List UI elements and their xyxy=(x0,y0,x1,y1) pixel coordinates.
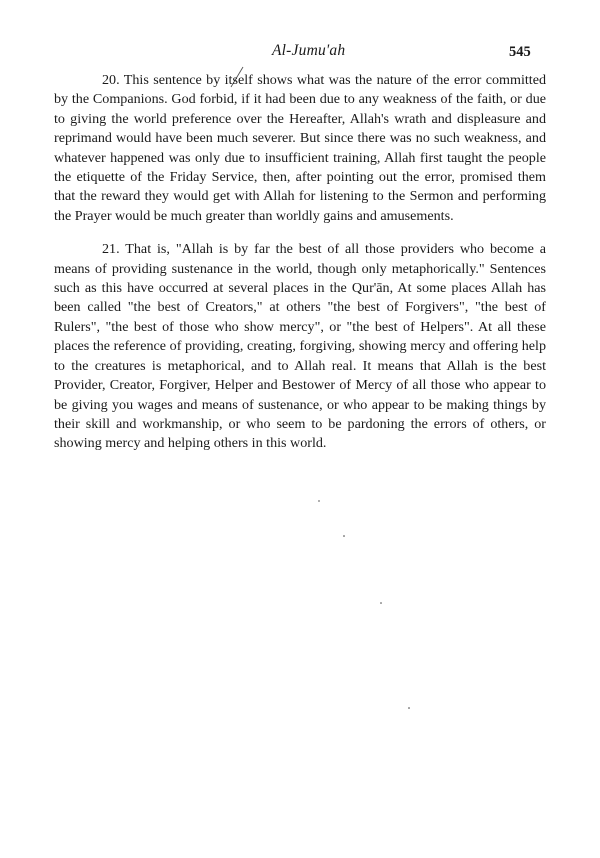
scan-speck xyxy=(380,602,382,604)
paragraph-text: That is, "Allah is by far the best of all those providers who become a means of providing sustenance in the world, though only metaphorically." Sentences such as this have occurred at several places in the Qur'ān, At some places Allah has been called "the best of Creators," at others "the best of Forgivers", "the best of Rulers", "the best of those who show mercy", or "the best of Helpers". At all these places the reference of providing, creating, forgiving, showing mercy and offering help to the creatures is metaphorical, and to Allah real. It means that Allah is the best Provider, Creator, Forgiver, Helper and Bestower of Mercy of all those who appear to be giving you wages and means of sustenance, or who appear to be making things by their skill and workmanship, or who seem to be pardoning the errors of others, or showing mercy and helping others in this world. xyxy=(54,241,546,452)
note-number: 20. xyxy=(102,72,120,88)
page-header xyxy=(0,40,600,64)
note-number: 21. xyxy=(102,241,120,258)
scan-speck xyxy=(408,707,410,709)
page-number: 545 xyxy=(509,44,531,60)
paragraph-21 xyxy=(54,240,546,453)
scan-speck xyxy=(343,535,345,537)
paragraph-text: This sentence by itself shows what was the nature of the error committed by the Companions. God forbid, if it had been due to any weakness of the faith, or due to giving the world preference over the Hereafter, Allah's wrath and displeasure and reprimand would have been much severer. But since there was no such weakness, and whatever happened was only due to insufficient training, Allah first taught the people the etiquette of the Friday Service, then, after pointing out the error, promised them that the reward they would get with Allah for listening to the Sermon and performing the Prayer would be much greater than worldly gains and amusements. xyxy=(54,72,546,224)
body-text xyxy=(54,71,546,468)
running-title: Al-Jumu'ah xyxy=(272,42,346,59)
paragraph-20 xyxy=(54,71,546,226)
scan-speck xyxy=(318,500,320,502)
